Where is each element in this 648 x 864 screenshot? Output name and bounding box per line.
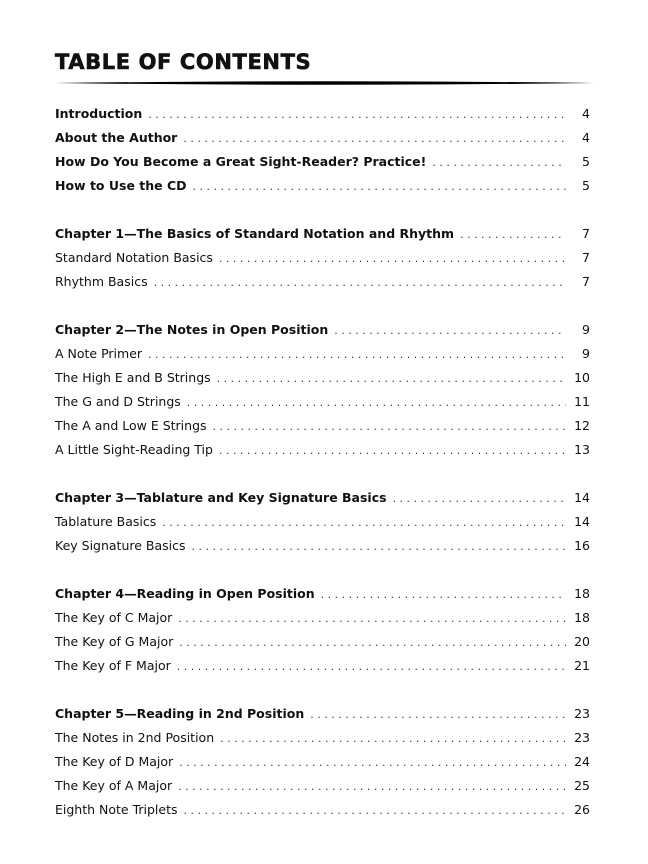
toc-entry bbox=[55, 534, 590, 558]
toc-entry-label: The Notes in 2nd Position bbox=[55, 730, 215, 745]
toc-heading-entry bbox=[55, 150, 590, 174]
toc-entry-label: The G and D Strings bbox=[55, 394, 181, 409]
toc-entry-page-number: 5 bbox=[582, 154, 590, 169]
dot-leader bbox=[177, 655, 566, 679]
toc-entry-page-number: 21 bbox=[574, 658, 590, 673]
toc-entry-label: A Note Primer bbox=[55, 346, 143, 361]
toc-entry-page-number: 4 bbox=[582, 106, 590, 121]
toc-entry-page-number: 9 bbox=[582, 322, 590, 337]
toc-entry-label: The Key of G Major bbox=[55, 634, 174, 649]
dot-leader bbox=[213, 415, 566, 439]
toc-entry bbox=[55, 726, 590, 750]
toc-entry-page-number: 13 bbox=[574, 442, 590, 457]
toc-entry-page-number: 4 bbox=[582, 130, 590, 145]
dot-leader bbox=[219, 247, 566, 271]
toc-entry bbox=[55, 438, 590, 462]
toc-entry-label: How Do You Become a Great Sight-Reader? Practice! bbox=[55, 154, 427, 169]
toc-entry bbox=[55, 414, 590, 438]
toc-entry-label: The High E and B Strings bbox=[55, 370, 211, 385]
toc-entry bbox=[55, 246, 590, 270]
toc-entry bbox=[55, 630, 590, 654]
toc-entry bbox=[55, 270, 590, 294]
toc-entry-label: The A and Low E Strings bbox=[55, 418, 207, 433]
toc-group bbox=[55, 702, 590, 822]
dot-leader bbox=[178, 775, 566, 799]
toc-entry-label: About the Author bbox=[55, 130, 178, 145]
toc-entry-page-number: 26 bbox=[574, 802, 590, 817]
toc-entry-page-number: 25 bbox=[574, 778, 590, 793]
toc-entry-page-number: 18 bbox=[574, 586, 590, 601]
toc-entry-label: Rhythm Basics bbox=[55, 274, 148, 289]
toc-heading-entry bbox=[55, 126, 590, 150]
toc-entry bbox=[55, 798, 590, 822]
toc-entry bbox=[55, 750, 590, 774]
dot-leader bbox=[187, 391, 566, 415]
toc-heading-entry bbox=[55, 222, 590, 246]
dot-leader bbox=[321, 583, 566, 607]
dot-leader bbox=[460, 223, 566, 247]
toc-entry-page-number: 7 bbox=[582, 226, 590, 241]
toc-entry bbox=[55, 390, 590, 414]
dot-leader bbox=[310, 703, 566, 727]
toc-entry bbox=[55, 342, 590, 366]
dot-leader bbox=[393, 487, 566, 511]
dot-leader bbox=[334, 319, 566, 343]
toc-entry-page-number: 24 bbox=[574, 754, 590, 769]
dot-leader bbox=[183, 127, 566, 151]
dot-leader bbox=[219, 439, 566, 463]
toc-group bbox=[55, 486, 590, 558]
toc-entry-page-number: 7 bbox=[582, 274, 590, 289]
toc-entry-page-number: 23 bbox=[574, 730, 590, 745]
toc-entry-page-number: 14 bbox=[574, 490, 590, 505]
toc-heading-entry bbox=[55, 174, 590, 198]
toc-heading-entry bbox=[55, 318, 590, 342]
dot-leader bbox=[179, 631, 566, 655]
toc-heading-entry bbox=[55, 702, 590, 726]
toc-entry-page-number: 5 bbox=[582, 178, 590, 193]
dot-leader bbox=[179, 751, 566, 775]
toc-entry-label: Chapter 1—The Basics of Standard Notation and Rhythm bbox=[55, 226, 455, 241]
toc-entry-label: The Key of A Major bbox=[55, 778, 173, 793]
page-title: TABLE OF CONTENTS bbox=[55, 50, 312, 74]
dot-leader bbox=[220, 727, 566, 751]
toc-entry-page-number: 10 bbox=[574, 370, 590, 385]
title-rule-stroke bbox=[55, 81, 595, 85]
toc-entry-page-number: 18 bbox=[574, 610, 590, 625]
toc-entry-label: The Key of F Major bbox=[55, 658, 171, 673]
table-of-contents bbox=[55, 102, 590, 822]
toc-entry-page-number: 14 bbox=[574, 514, 590, 529]
toc-entry-label: A Little Sight-Reading Tip bbox=[55, 442, 213, 457]
toc-entry-page-number: 12 bbox=[574, 418, 590, 433]
toc-group bbox=[55, 222, 590, 294]
dot-leader bbox=[162, 511, 566, 535]
dot-leader bbox=[184, 799, 566, 823]
toc-entry-page-number: 16 bbox=[574, 538, 590, 553]
toc-entry-page-number: 23 bbox=[574, 706, 590, 721]
toc-entry-label: Chapter 2—The Notes in Open Position bbox=[55, 322, 329, 337]
dot-leader bbox=[148, 103, 566, 127]
toc-entry bbox=[55, 654, 590, 678]
toc-entry-label: Chapter 3—Tablature and Key Signature Basics bbox=[55, 490, 387, 505]
dot-leader bbox=[193, 175, 566, 199]
dot-leader bbox=[217, 367, 566, 391]
toc-entry-label: Introduction bbox=[55, 106, 143, 121]
toc-entry-label: Chapter 5—Reading in 2nd Position bbox=[55, 706, 305, 721]
toc-entry-page-number: 11 bbox=[574, 394, 590, 409]
toc-entry bbox=[55, 606, 590, 630]
toc-entry bbox=[55, 366, 590, 390]
toc-heading-entry bbox=[55, 582, 590, 606]
title-rule bbox=[55, 80, 595, 86]
dot-leader bbox=[178, 607, 566, 631]
toc-entry-label: The Key of C Major bbox=[55, 610, 173, 625]
toc-entry-label: Tablature Basics bbox=[55, 514, 157, 529]
toc-entry-page-number: 20 bbox=[574, 634, 590, 649]
toc-heading-entry bbox=[55, 486, 590, 510]
toc-entry-label: The Key of D Major bbox=[55, 754, 174, 769]
toc-entry-label: Key Signature Basics bbox=[55, 538, 186, 553]
toc-entry bbox=[55, 510, 590, 534]
toc-entry bbox=[55, 774, 590, 798]
toc-entry-label: Standard Notation Basics bbox=[55, 250, 213, 265]
dot-leader bbox=[148, 343, 566, 367]
dot-leader bbox=[192, 535, 566, 559]
toc-entry-page-number: 9 bbox=[582, 346, 590, 361]
toc-heading-entry bbox=[55, 102, 590, 126]
toc-entry-label: Chapter 4—Reading in Open Position bbox=[55, 586, 315, 601]
toc-entry-label: How to Use the CD bbox=[55, 178, 187, 193]
toc-group bbox=[55, 102, 590, 198]
toc-entry-page-number: 7 bbox=[582, 250, 590, 265]
dot-leader bbox=[154, 271, 566, 295]
toc-group bbox=[55, 318, 590, 462]
toc-group bbox=[55, 582, 590, 678]
toc-entry-label: Eighth Note Triplets bbox=[55, 802, 178, 817]
dot-leader bbox=[432, 151, 566, 175]
